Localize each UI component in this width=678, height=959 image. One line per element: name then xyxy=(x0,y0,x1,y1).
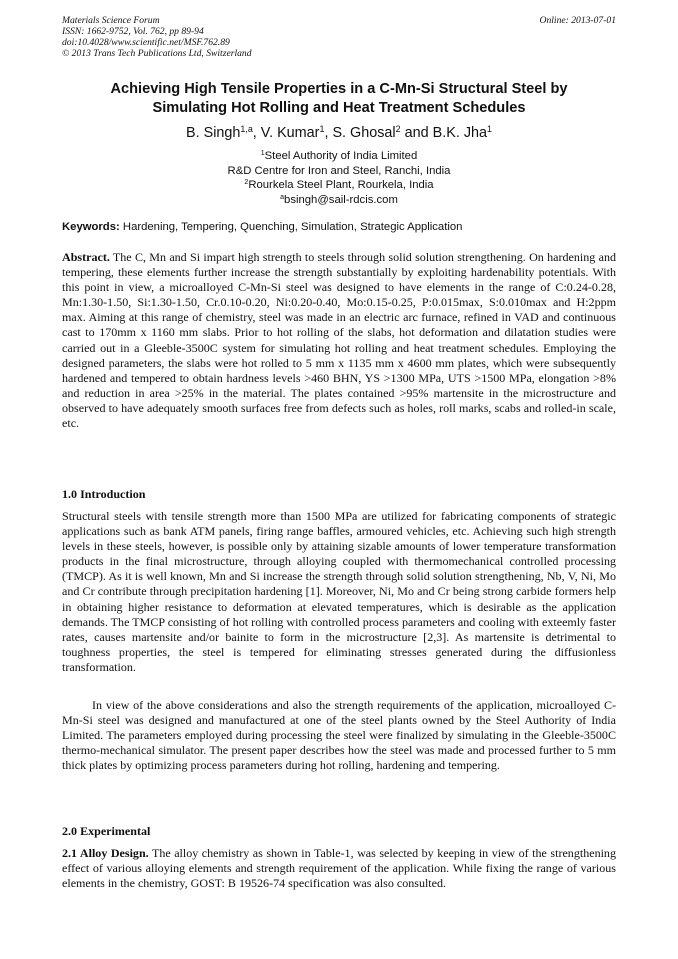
abstract xyxy=(62,250,616,431)
affiliation-1-centre: R&D Centre for Iron and Steel, Ranchi, India xyxy=(227,164,451,177)
author-separator: , xyxy=(324,125,333,141)
running-header xyxy=(62,15,616,59)
author-name: B. Singh xyxy=(186,125,241,141)
introduction-paragraph-2: In view of the above considerations and also the strength requirements of the application, microalloyed C-Mn-Si steel was designed and manufactured at one of the steel plants owned by the Steel Authority of India Limited. The parameters employed during processing the steel were finalized by simulating in the Gleeble-3500C thermo-mechanical simulator. The present paper describes how the steel was made and processed further to 5 mm thick plates by optimizing process parameters during hot rolling, hardening and tempering. xyxy=(62,698,616,773)
author-separator: , xyxy=(252,125,261,141)
title-line-1: Achieving High Tensile Properties in a C-Mn-Si Structural Steel by xyxy=(110,81,568,97)
issn-line: ISSN: 1662-9752, Vol. 762, pp 89-94 xyxy=(62,26,204,37)
alloy-design-label: 2.1 Alloy Design. xyxy=(62,846,149,860)
author-affiliation-mark: 1 xyxy=(487,124,492,135)
email-address: bsingh@sail-rdcis.com xyxy=(284,193,398,206)
journal-name: Materials Science Forum xyxy=(62,15,160,26)
author-affiliation-mark: 1,a xyxy=(240,124,253,135)
affiliation-2 xyxy=(62,178,616,193)
experimental-heading: 2.0 Experimental xyxy=(62,824,151,838)
author-separator: and xyxy=(400,125,433,141)
affiliation-mark: 2 xyxy=(244,179,249,187)
abstract-text: The C, Mn and Si impart high strength to steels through solid solution strengthening. On hardening and tempering, these elements further increase the strength substantially by exploiting hardenability potentials. With this point in view, a microalloyed C-Mn-Si steel was designed to have elements in the range of C:0.24-0.28, Mn:1.30-1.50, Si:1.30-1.50, Cr.0.10-0.20, Ni:0.20-0.40, Mo:0.15-0.25, P:0.015max, S:0.010max and H:2ppm max. Aiming at this range of chemistry, steel was made in an electric arc furnace, refined in VAD and continuous cast to 170mm x 1160 mm slabs. Prior to hot rolling of the slabs, hot deformation and dilatation studies were carried out in a Gleeble-3500C system for simulating hot rolling and heat treatment schedules. Employing the designed parameters, the slabs were hot rolled to 5 mm x 1135 mm x 4600 mm plates, which were subsequently hardened and tempered to obtain hardness levels >460 BHN, YS >1300 MPa, UTS >1500 MPa, elongation >8% and reduction in area >25% in the material. The plates contained >95% martensite in the microstructure and observed to have adequately smooth surfaces free from defects such as holes, roll marks, scabs and rolled-in scale, etc. xyxy=(62,250,616,431)
affiliation-text: Steel Authority of India Limited xyxy=(264,150,418,162)
author-list xyxy=(62,123,616,143)
author-affiliation-mark: 1 xyxy=(319,124,325,135)
email-mark: a xyxy=(280,193,285,201)
alloy-design-paragraph xyxy=(62,846,616,891)
author-name: S. Ghosal xyxy=(332,125,396,141)
affiliations xyxy=(62,149,616,207)
affiliation-1-name xyxy=(62,149,616,164)
copyright-line: © 2013 Trans Tech Publications Ltd, Switzerland xyxy=(62,48,252,59)
affiliation-text: Rourkela Steel Plant, Rourkela, India xyxy=(248,179,434,192)
title-line-2: Simulating Hot Rolling and Heat Treatment Schedules xyxy=(152,100,526,116)
author-name: B.K. Jha xyxy=(432,125,488,141)
author-name: V. Kumar xyxy=(260,125,320,141)
paper-title xyxy=(62,80,616,118)
keywords-text: Hardening, Tempering, Quenching, Simulation, Strategic Application xyxy=(119,221,463,233)
introduction-heading: 1.0 Introduction xyxy=(62,487,146,501)
affiliation-mark: 1 xyxy=(260,150,265,158)
alloy-design-text: The alloy chemistry as shown in Table-1, was selected by keeping in view of the strengthening effect of various alloying elements and strength requirement of the application. While fixing the range of various elements in the chemistry, GOST: B 19526-74 specification was also consulted. xyxy=(62,846,616,891)
publication-info xyxy=(62,15,616,59)
introduction-paragraph-1: Structural steels with tensile strength more than 1500 MPa are utilized for fabricating components of strategic applications such as bank ATM panels, firing range baffles, armoured vehicles, etc. Achieving such high strength levels in these steels, however, is possible only by attaining sizable amounts of lower temperature transformation products in the final microstructure, through alloying coupled with thermomechanical controlled processing (TMCP). As it is well known, Mn and Si increase the strength through solid solution strengthening, Nb, V, Ni, Mo and Cr contribute through precipitation hardening [1]. Moreover, Ni, Mo and Cr being strong carbide formers help in obtaining higher resistance to deformation at elevated temperatures, which is desirable as the application demands. The TMCP consisting of hot rolling with controlled process parameters and cooling with exteemly faster rates, causes martensite and/or bainite to form in the microstructure [2,3]. As martensite is detrimental to toughness properties, the steel is tempered for eliminating stresses generated during the diffusionless transformation. xyxy=(62,509,616,674)
online-date: Online: 2013-07-01 xyxy=(539,15,616,26)
doi-line: doi:10.4028/www.scientific.net/MSF.762.89 xyxy=(62,37,230,48)
corresponding-email xyxy=(62,193,616,208)
keywords-label: Keywords: xyxy=(62,221,120,233)
author-affiliation-mark: 2 xyxy=(395,124,401,135)
abstract-label: Abstract. xyxy=(62,250,110,264)
keywords xyxy=(62,220,616,235)
